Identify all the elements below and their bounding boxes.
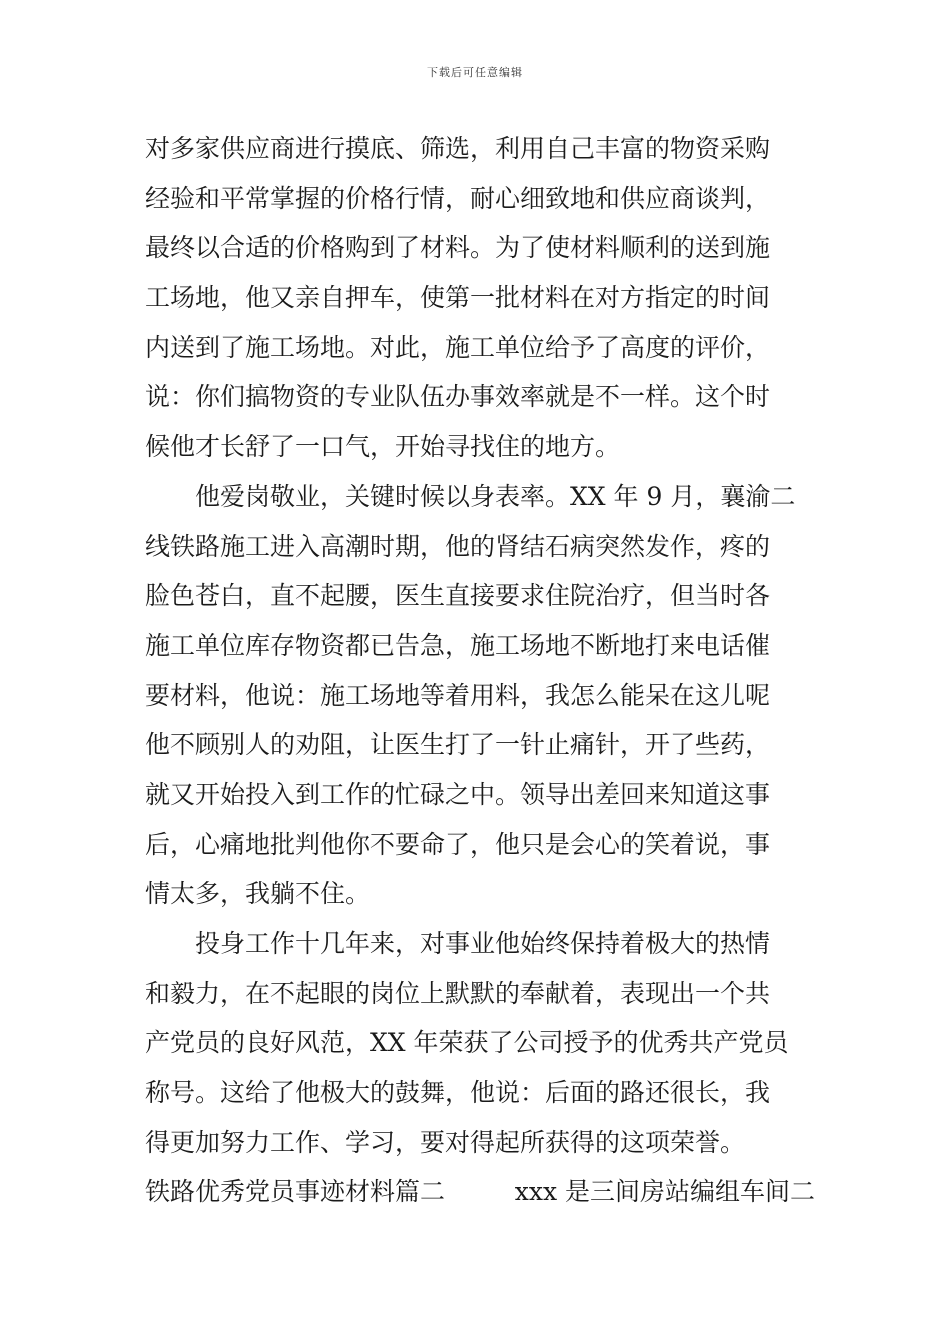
text-line: 说：你们搞物资的专业队伍办事效率就是不一样。这个时 bbox=[145, 382, 771, 412]
text-line: 称号。这给了他极大的鼓舞，他说：后面的路还很长，我 bbox=[145, 1078, 771, 1108]
text-line: 他不顾别人的劝阻，让医生打了一针止痛针，开了些药， bbox=[145, 730, 771, 760]
text-line: 经验和平常掌握的价格行情，耐心细致地和供应商谈判， bbox=[145, 183, 771, 213]
page-header: 下载后可任意编辑 bbox=[427, 66, 523, 79]
text-line: 内送到了施工场地。对此，施工单位给予了高度的评价， bbox=[145, 332, 771, 362]
text-line: 后，心痛地批判他你不要命了，他只是会心的笑着说，事 bbox=[145, 829, 771, 859]
text-line: 脸色苍白，直不起腰，医生直接要求住院治疗，但当时各 bbox=[145, 581, 771, 611]
text-line: 要材料，他说：施工场地等着用料，我怎么能呆在这儿呢 bbox=[145, 680, 771, 710]
paragraph-3 bbox=[145, 919, 815, 1167]
text-line: 得更加努力工作、学习，要对得起所获得的这项荣誉。 bbox=[145, 1127, 746, 1157]
section-opening-text: xxx 是三间房站编组车间二 bbox=[514, 1177, 815, 1207]
text-line: 产党员的良好风范，XX 年荣获了公司授予的优秀共产党员 bbox=[145, 1028, 789, 1058]
text-line: 投身工作十几年来，对事业他始终保持着极大的热情 bbox=[195, 929, 771, 958]
document-body bbox=[145, 124, 815, 1217]
text-line: 对多家供应商进行摸底、筛选，利用自己丰富的物资采购 bbox=[145, 134, 771, 163]
section-2-heading-line bbox=[145, 1167, 815, 1217]
text-line: 和毅力，在不起眼的岗位上默默的奉献着，表现出一个共 bbox=[145, 978, 771, 1008]
section-title: 铁路优秀党员事迹材料篇二 bbox=[145, 1177, 446, 1207]
text-line: 就又开始投入到工作的忙碌之中。领导出差回来知道这事 bbox=[145, 779, 771, 809]
text-line: 施工单位库存物资都已告急，施工场地不断地打来电话催 bbox=[145, 630, 771, 660]
text-line: 最终以合适的价格购到了材料。为了使材料顺利的送到施 bbox=[145, 233, 771, 263]
paragraph-2 bbox=[145, 472, 815, 919]
text-line: 工场地，他又亲自押车，使第一批材料在对方指定的时间 bbox=[145, 283, 771, 313]
text-line: 情太多，我躺不住。 bbox=[145, 879, 371, 909]
paragraph-1 bbox=[145, 124, 815, 472]
text-line: 他爱岗敬业，关键时候以身表率。XX 年 9 月，襄渝二 bbox=[195, 481, 796, 511]
text-line: 线铁路施工进入高潮时期，他的肾结石病突然发作，疼的 bbox=[145, 531, 771, 561]
text-line: 候他才长舒了一口气，开始寻找住的地方。 bbox=[145, 432, 621, 462]
